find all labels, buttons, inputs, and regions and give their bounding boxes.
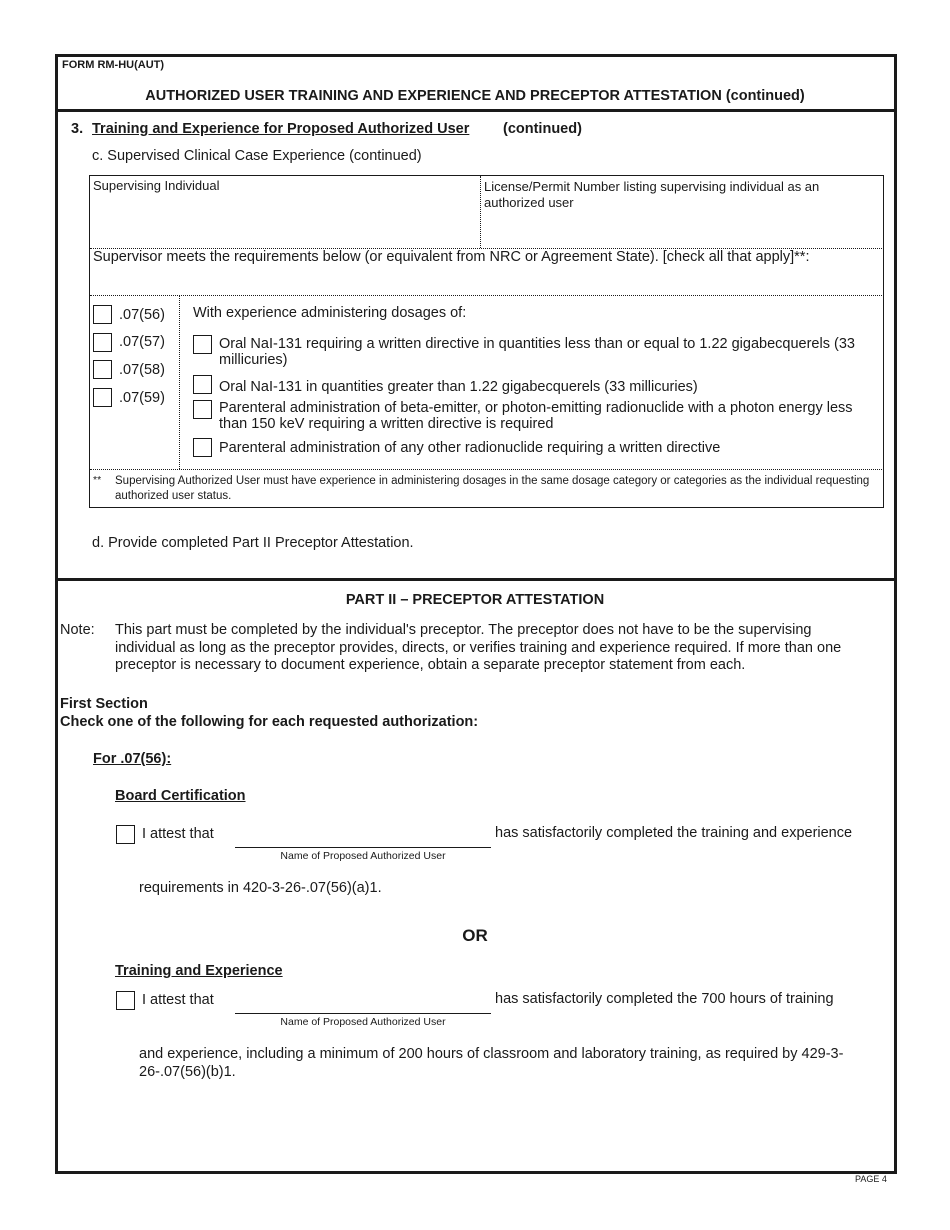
attest-label: I attest that <box>142 826 214 842</box>
proposed-user-name-line[interactable] <box>235 1013 491 1014</box>
table-row-divider <box>90 295 882 296</box>
training-experience-checkbox[interactable] <box>116 991 135 1010</box>
code-label: .07(58) <box>119 362 165 378</box>
dosage-checkbox[interactable] <box>193 375 212 394</box>
section-heading-suffix: (continued) <box>503 121 582 137</box>
note-text: This part must be completed by the individual's preceptor. The preceptor does not have to be the supervising individual as long as the preceptor provides, directs, or verifies training and experience required. If more than one preceptor is necessary to document experience, obtain a separate preceptor statement from each. <box>115 622 842 673</box>
license-number-label: License/Permit Number listing supervising individual as an authorized user <box>484 179 820 210</box>
completed-text: has satisfactorily completed the training and experience <box>495 825 853 841</box>
table-row-divider <box>90 469 882 470</box>
experience-intro: With experience administering dosages of: <box>193 305 467 321</box>
note-label: Note: <box>60 622 95 638</box>
footnote-mark: ** <box>93 474 102 486</box>
or-separator: OR <box>462 926 488 945</box>
form-id: FORM RM-HU(AUT) <box>62 59 165 71</box>
training-experience-heading: Training and Experience <box>115 963 283 979</box>
code-checkbox-0756[interactable] <box>93 305 112 324</box>
code-label: .07(56) <box>119 307 165 323</box>
name-caption: Name of Proposed Authorized User <box>280 1016 446 1028</box>
header-divider <box>55 109 894 112</box>
dosage-label: Parenteral administration of any other radionuclide requiring a written directive <box>219 440 721 456</box>
code-checkbox-0757[interactable] <box>93 333 112 352</box>
code-label: .07(59) <box>119 390 165 406</box>
board-certification-checkbox[interactable] <box>116 825 135 844</box>
part2-title: PART II – PRECEPTOR ATTESTATION <box>345 592 605 608</box>
board-certification-heading: Board Certification <box>115 788 246 804</box>
footnote-text: Supervising Authorized User must have experience in administering dosages in the same dosage category or categories as the individual requesting authorized user status. <box>115 475 870 502</box>
part-divider <box>55 578 894 581</box>
dosage-checkbox[interactable] <box>193 400 212 419</box>
dosage-label: Oral NaI-131 in quantities greater than 1.22 gigabecquerels (33 millicuries) <box>219 379 698 395</box>
requirements-reference: and experience, including a minimum of 200 hours of classroom and laboratory training, as required by 429-3-26-.07(56)(b)1. <box>139 1046 844 1080</box>
section-number: 3. <box>71 121 84 137</box>
page-number: PAGE 4 <box>855 1174 887 1184</box>
form-title: AUTHORIZED USER TRAINING AND EXPERIENCE AND PRECEPTOR ATTESTATION (continued) <box>145 88 805 104</box>
item-c: c. Supervised Clinical Case Experience (continued) <box>92 148 422 164</box>
dosage-label: Oral NaI-131 requiring a written directive in quantities less than or equal to 1.22 gigabecquerels (33 millicuries) <box>219 336 855 368</box>
item-d: d. Provide completed Part II Preceptor Attestation. <box>92 535 414 551</box>
dosage-checkbox[interactable] <box>193 438 212 457</box>
section-heading: Training and Experience for Proposed Authorized User <box>92 121 470 137</box>
supervising-individual-label: Supervising Individual <box>93 178 220 193</box>
code-label: .07(57) <box>119 334 165 350</box>
completed-text: has satisfactorily completed the 700 hours of training <box>495 991 834 1007</box>
for-0756-label: For .07(56): <box>93 751 172 767</box>
check-one-instruction: Check one of the following for each requested authorization: <box>60 714 479 730</box>
codes-column-divider <box>179 296 180 469</box>
requirements-text: Supervisor meets the requirements below (or equivalent from NRC or Agreement State). [check all that apply]**: <box>93 249 810 265</box>
requirements-reference: requirements in 420-3-26-.07(56)(a)1. <box>139 880 382 896</box>
name-caption: Name of Proposed Authorized User <box>280 850 446 862</box>
dosage-checkbox[interactable] <box>193 335 212 354</box>
code-checkbox-0758[interactable] <box>93 360 112 379</box>
dosage-label: Parenteral administration of beta-emitter, or photon-emitting radionuclide with a photon energy less than 150 keV requiring a written directive is required <box>219 400 853 432</box>
first-section-heading: First Section <box>60 696 148 712</box>
table-column-divider <box>480 176 481 248</box>
proposed-user-name-line[interactable] <box>235 847 491 848</box>
attest-label: I attest that <box>142 992 214 1008</box>
code-checkbox-0759[interactable] <box>93 388 112 407</box>
